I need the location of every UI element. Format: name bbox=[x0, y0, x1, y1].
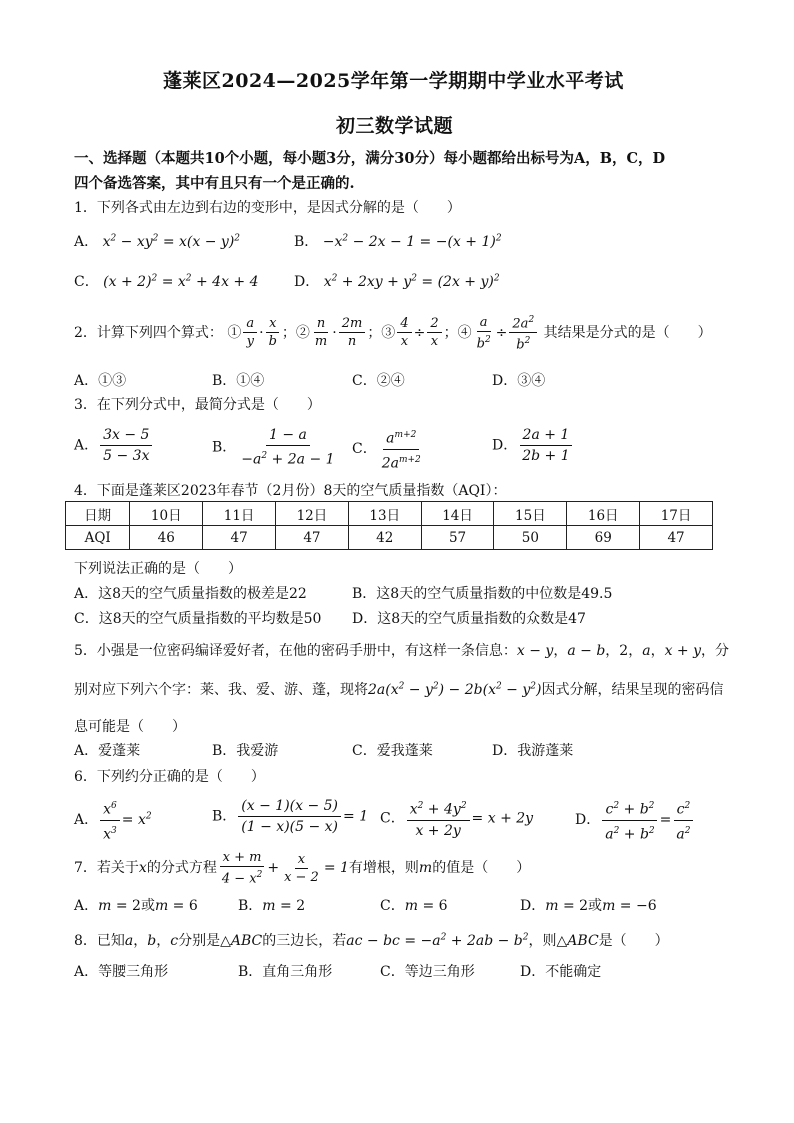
table-row bbox=[66, 526, 713, 550]
q4-stem: 4．下面是蓬莱区2023年春节（2月份）8天的空气质量指数（AQI）： bbox=[74, 483, 507, 499]
table-cell: 17日 bbox=[640, 502, 713, 526]
table-cell: 47 bbox=[640, 526, 713, 550]
table-cell: 57 bbox=[421, 526, 494, 550]
table-cell: 69 bbox=[567, 526, 640, 550]
q4-after: 下列说法正确的是（ ） bbox=[74, 561, 242, 577]
q5-option-a[interactable]: A．爱蓬莱 bbox=[74, 743, 141, 759]
q1-option-d[interactable] bbox=[294, 271, 500, 291]
q7-option-c[interactable]: C．m = 6 bbox=[380, 898, 448, 914]
q8-option-d[interactable]: D．不能确定 bbox=[520, 964, 602, 980]
q2-option-a[interactable]: A．①③ bbox=[74, 373, 127, 389]
table-cell: 47 bbox=[276, 526, 349, 550]
table-cell: 10日 bbox=[130, 502, 203, 526]
q7-option-a[interactable]: A．m = 2或m = 6 bbox=[74, 898, 198, 914]
table-cell: 47 bbox=[203, 526, 276, 550]
table-row bbox=[66, 502, 713, 526]
table-cell: 50 bbox=[494, 526, 567, 550]
q1-c-label: C． bbox=[74, 274, 99, 290]
q2-option-b[interactable]: B．①④ bbox=[212, 373, 265, 389]
table-cell: 日期 bbox=[66, 502, 130, 526]
q1-option-b[interactable] bbox=[294, 231, 502, 251]
q1-c-expr: $(x + 2)^2 = x^2 + 4x + 4$ bbox=[103, 273, 259, 290]
q1-stem: 1．下列各式由左边到右边的变形中，是因式分解的是（ ） bbox=[74, 200, 461, 216]
q5-line2: 别对应下列六个字：莱、我、爱、游、蓬，现将$2a(x^2 - y^2) - 2b(x^2 - y^2)$因式分解，结果呈现的密码信 bbox=[74, 681, 724, 698]
q8-stem: 8．已知a，b，c分别是△ABC的三边长，若ac − bc = $-a^2 + 2ab - b^2$，则△ABC是（ ） bbox=[74, 932, 669, 949]
table-cell: 13日 bbox=[348, 502, 421, 526]
q5-line3: 息可能是（ ） bbox=[74, 719, 186, 735]
exam-subtitle: 初三数学试题 bbox=[336, 115, 454, 137]
q1-a-label: A． bbox=[74, 234, 99, 250]
q1-b-label: B． bbox=[294, 234, 319, 250]
q8-option-c[interactable]: C．等边三角形 bbox=[380, 964, 475, 980]
q7-stem: 7．若关于x的分式方程 $\frac{x + m}{4 - x^2}$ + $\frac{x}{x - 2}$ = 1有增根，则m的值是（ ） bbox=[74, 850, 531, 887]
q3-option-c[interactable]: C． $\frac{a^{m+2}}{2a^{m+2}}$ bbox=[352, 426, 426, 472]
q4-option-a[interactable]: A．这8天的空气质量指数的极差是22 bbox=[74, 586, 307, 602]
q6-stem: 6．下列约分正确的是（ ） bbox=[74, 769, 265, 785]
q1-a-expr: $x^2 - xy^2 = x(x - y)^2$ bbox=[102, 233, 241, 250]
q1-d-expr: $x^2 + 2xy + y^2 = (2x + y)^2$ bbox=[323, 273, 500, 290]
section-heading-line2: 四个备选答案，其中有且只有一个是正确的. bbox=[74, 175, 355, 192]
q5-line1: 5．小强是一位密码编译爱好者，在他的密码手册中，有这样一条信息：x − y，a − b，2，a，x + y，分 bbox=[74, 643, 730, 659]
q2-stem: 2．计算下列四个算式： ① $\frac{a}{y}$ · $\frac{x}{b}$ ；② $\frac{n}{m}$ · $\frac{2m}{n}$ ；③ $\frac{4}{x}$ ÷ $\frac{2}{x}$ ；④ $\frac{a}{b^2}$ ÷ $\frac{2a^2}{b^2}$ 其结果是分式的是（ ） bbox=[74, 314, 712, 353]
q3-option-d[interactable]: D． $\frac{2a + 1}{2b + 1}$ bbox=[492, 426, 575, 465]
q7-option-d[interactable]: D．m = 2或m = −6 bbox=[520, 898, 657, 914]
q2-option-c[interactable]: C．②④ bbox=[352, 373, 405, 389]
table-cell: 42 bbox=[348, 526, 421, 550]
table-cell: 16日 bbox=[567, 502, 640, 526]
table-cell: 46 bbox=[130, 526, 203, 550]
table-cell: 11日 bbox=[203, 502, 276, 526]
q5-option-b[interactable]: B．我爱游 bbox=[212, 743, 279, 759]
q6-option-a[interactable]: A． $\frac{x^6}{x^3}$ = $x^2$ bbox=[74, 797, 152, 843]
q8-option-b[interactable]: B．直角三角形 bbox=[238, 964, 333, 980]
table-cell: 15日 bbox=[494, 502, 567, 526]
q6-option-c[interactable]: C． $\frac{x^2 + 4y^2}{x + 2y}$ = x + 2y bbox=[380, 797, 533, 840]
q7-option-b[interactable]: B．m = 2 bbox=[238, 898, 306, 914]
q5-option-c[interactable]: C．爱我蓬莱 bbox=[352, 743, 433, 759]
q1-b-expr: $-x^2 - 2x - 1 = -(x + 1)^2$ bbox=[322, 233, 502, 250]
q8-option-a[interactable]: A．等腰三角形 bbox=[74, 964, 169, 980]
q4-option-d[interactable]: D．这8天的空气质量指数的众数是47 bbox=[352, 611, 586, 627]
table-cell: AQI bbox=[66, 526, 130, 550]
aqi-table bbox=[65, 501, 713, 550]
q1-option-a[interactable] bbox=[74, 231, 240, 251]
table-cell: 12日 bbox=[276, 502, 349, 526]
q1-d-label: D． bbox=[294, 274, 320, 290]
section-heading-line1: 一、选择题（本题共10个小题，每小题3分，满分30分）每小题都给出标号为A，B，C，D bbox=[74, 150, 666, 167]
q1-option-c[interactable] bbox=[74, 271, 259, 291]
q5-option-d[interactable]: D．我游蓬莱 bbox=[492, 743, 574, 759]
q6-option-d[interactable]: D． $\frac{c^2 + b^2}{a^2 + b^2}$ = $\frac{c^2}{a^2}$ bbox=[575, 797, 695, 843]
q3-option-b[interactable]: B． $\frac{1 - a}{-a^2 + 2a - 1}$ bbox=[212, 427, 335, 468]
q3-stem: 3．在下列分式中，最简分式是（ ） bbox=[74, 397, 321, 413]
q2-option-d[interactable]: D．③④ bbox=[492, 373, 546, 389]
exam-title: 蓬莱区2024—2025学年第一学期期中学业水平考试 bbox=[163, 70, 624, 92]
table-cell: 14日 bbox=[421, 502, 494, 526]
q6-option-b[interactable]: B． $\frac{(x - 1)(x - 5)}{(1 - x)(5 - x)}$ = 1 bbox=[212, 798, 369, 835]
q4-option-c[interactable]: C．这8天的空气质量指数的平均数是50 bbox=[74, 611, 322, 627]
q3-option-a[interactable]: A． $\frac{3x - 5}{5 - 3x}$ bbox=[74, 426, 154, 465]
q4-option-b[interactable]: B．这8天的空气质量指数的中位数是49.5 bbox=[352, 586, 613, 602]
